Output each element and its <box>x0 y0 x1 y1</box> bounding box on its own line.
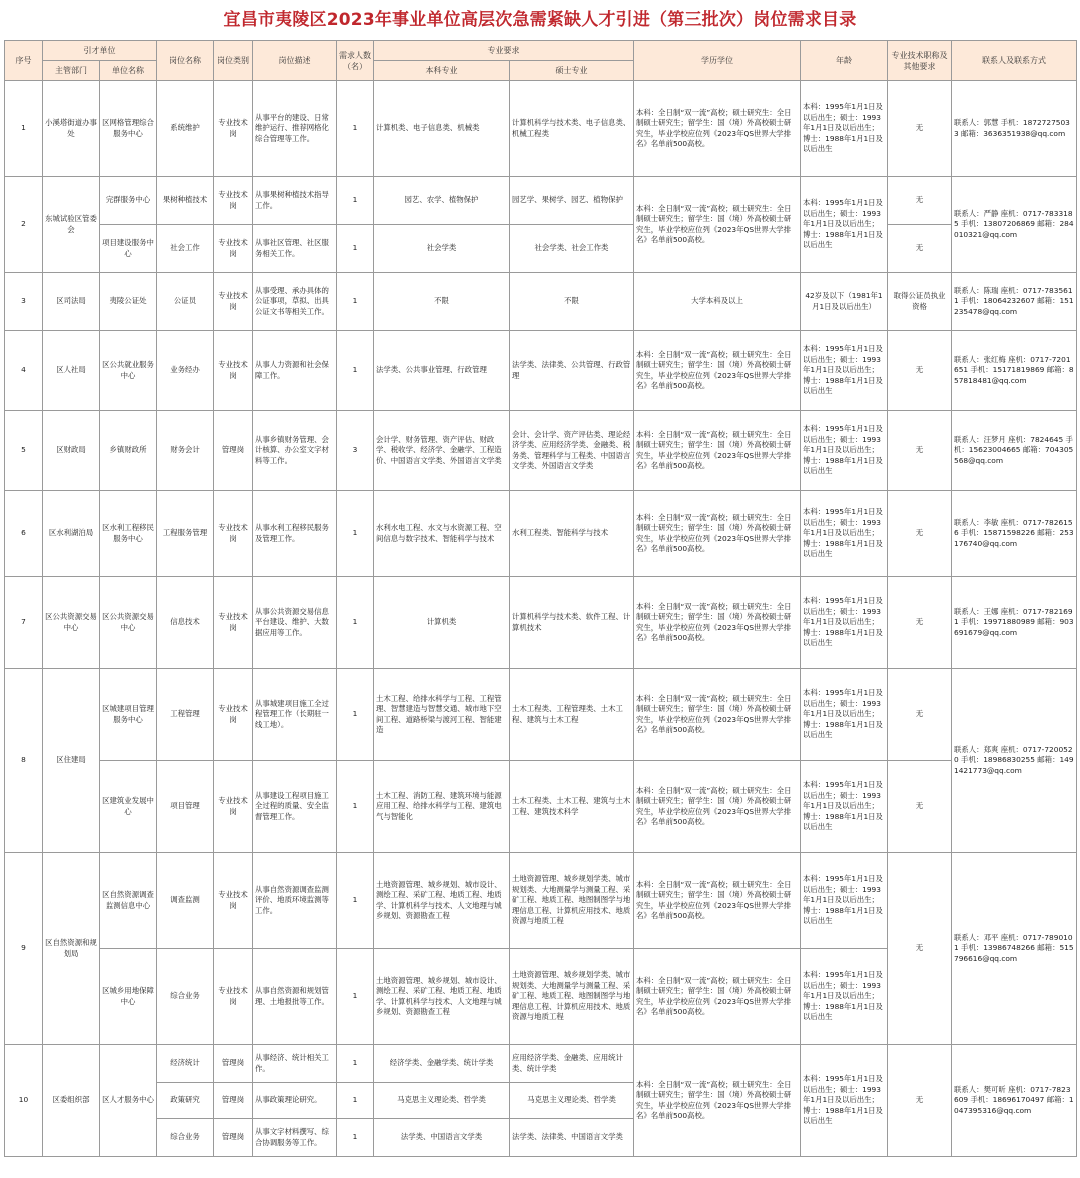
cell-post-type: 专业技术岗 <box>214 177 253 225</box>
cell-post: 业务经办 <box>157 331 214 411</box>
cell-seq: 4 <box>5 331 43 411</box>
cell-undergrad: 不限 <box>374 273 510 331</box>
cell-undergrad: 计算机类、电子信息类、机械类 <box>374 81 510 177</box>
cell-num: 1 <box>337 225 374 273</box>
header-title-req: 专业技术职称及其他要求 <box>888 41 952 81</box>
table-row <box>5 331 1077 411</box>
cell-master: 会计、会计学、资产评估类、理论经济学类、应用经济学类、金融类、税务类、管理科学与工程类、中国语言文学类、外国语言文学类 <box>510 411 634 491</box>
cell-dept: 区自然资源和规划局 <box>43 853 100 1045</box>
cell-desc: 从事人力资源和社会保障工作。 <box>253 331 337 411</box>
cell-dept: 区委组织部 <box>43 1045 100 1157</box>
cell-post-type: 专业技术岗 <box>214 949 253 1045</box>
cell-undergrad: 计算机类 <box>374 577 510 669</box>
cell-title-req: 取得公证员执业资格 <box>888 273 952 331</box>
cell-title-req: 无 <box>888 577 952 669</box>
cell-edu: 本科：全日制“双一流”高校；硕士研究生：全日制硕士研究生；留学生：国（境）外高校硕士研究生，毕业学校应位列《2023年QS世界大学排名》名单前500高校。 <box>634 411 801 491</box>
page-title: 宜昌市夷陵区2023年事业单位高层次急需紧缺人才引进（第三批次）岗位需求目录 <box>223 10 857 30</box>
cell-desc: 从事受理、承办具体的公证事项，草拟、出具公证文书等相关工作。 <box>253 273 337 331</box>
cell-edu: 本科：全日制“双一流”高校；硕士研究生：全日制硕士研究生；留学生：国（境）外高校硕士研究生，毕业学校应位列《2023年QS世界大学排名》名单前500高校。 <box>634 331 801 411</box>
cell-master: 法学类、法律类、公共管理、行政管理 <box>510 331 634 411</box>
cell-seq: 8 <box>5 669 43 853</box>
cell-age: 本科：1995年1月1日及以后出生；硕士：1993年1月1日及以后出生；博士：1988年1月1日及以后出生 <box>801 331 888 411</box>
table-row <box>5 491 1077 577</box>
cell-master: 土木工程类、工程管理类、土木工程、建筑与土木工程 <box>510 669 634 761</box>
cell-post-type: 专业技术岗 <box>214 331 253 411</box>
cell-desc: 从事公共资源交易信息平台建设、维护、大数据应用等工作。 <box>253 577 337 669</box>
cell-master: 土地资源管理、城乡规划学类、城市规划类、大地测量学与测量工程、采矿工程、地质工程、地图制图学与地理信息工程、计算机应用技术、地质资源与地质工程 <box>510 853 634 949</box>
cell-contact: 联系人：李敏 座机：0717-7826156 手机：15871598226 邮箱：253176740@qq.com <box>952 491 1077 577</box>
cell-post-type: 管理岗 <box>214 411 253 491</box>
cell-num: 1 <box>337 853 374 949</box>
cell-title-req: 无 <box>888 1045 952 1157</box>
cell-post-type: 管理岗 <box>214 1083 253 1119</box>
table-row <box>5 853 1077 949</box>
cell-dept: 区公共资源交易中心 <box>43 577 100 669</box>
cell-title-req: 无 <box>888 669 952 761</box>
cell-num: 1 <box>337 1119 374 1157</box>
cell-seq: 9 <box>5 853 43 1045</box>
cell-post: 综合业务 <box>157 1119 214 1157</box>
cell-post-type: 专业技术岗 <box>214 81 253 177</box>
header-major-group: 专业要求 <box>374 41 634 61</box>
cell-master: 水利工程类、智能科学与技术 <box>510 491 634 577</box>
table-wrapper <box>4 40 1076 1174</box>
cell-contact: 联系人：张红梅 座机：0717-7201651 手机：15171819869 邮箱：857818481@qq.com <box>952 331 1077 411</box>
cell-title-req: 无 <box>888 177 952 225</box>
cell-num: 1 <box>337 577 374 669</box>
cell-age: 本科：1995年1月1日及以后出生；硕士：1993年1月1日及以后出生；博士：1988年1月1日及以后出生 <box>801 761 888 853</box>
cell-post: 工程管理 <box>157 669 214 761</box>
header-master: 硕士专业 <box>510 61 634 81</box>
cell-desc: 从事果树种植技术指导工作。 <box>253 177 337 225</box>
cell-unit: 乡镇财政所 <box>100 411 157 491</box>
cell-undergrad: 经济学类、金融学类、统计学类 <box>374 1045 510 1083</box>
table-row <box>5 761 1077 853</box>
cell-contact: 联系人：郑爽 座机：0717-7200520 手机：18986830255 邮箱：1491421773@qq.com <box>952 669 1077 853</box>
cell-num: 1 <box>337 1045 374 1083</box>
cell-unit: 区城建项目管理服务中心 <box>100 669 157 761</box>
cell-unit: 区城乡用地保障中心 <box>100 949 157 1045</box>
position-table <box>4 40 1077 1157</box>
cell-seq: 3 <box>5 273 43 331</box>
cell-unit: 完群服务中心 <box>100 177 157 225</box>
cell-dept: 区司法局 <box>43 273 100 331</box>
table-row <box>5 225 1077 273</box>
table-row <box>5 81 1077 177</box>
cell-undergrad: 园艺、农学、植物保护 <box>374 177 510 225</box>
cell-post-type: 专业技术岗 <box>214 577 253 669</box>
cell-edu: 本科：全日制“双一流”高校；硕士研究生：全日制硕士研究生；留学生：国（境）外高校硕士研究生，毕业学校应位列《2023年QS世界大学排名》名单前500高校。 <box>634 577 801 669</box>
header-age: 年龄 <box>801 41 888 81</box>
cell-title-req: 无 <box>888 331 952 411</box>
cell-age: 本科：1995年1月1日及以后出生；硕士：1993年1月1日及以后出生；博士：1988年1月1日及以后出生 <box>801 669 888 761</box>
cell-post-type: 专业技术岗 <box>214 273 253 331</box>
cell-contact: 联系人：陈瑞 座机：0717-7835611 手机：18064232607 邮箱：151235478@qq.com <box>952 273 1077 331</box>
header-unit-group: 引才单位 <box>43 41 157 61</box>
cell-master: 计算机科学与技术类、软件工程、计算机技术 <box>510 577 634 669</box>
cell-master: 不限 <box>510 273 634 331</box>
cell-master: 土木工程类、土木工程、建筑与土木工程、建筑技术科学 <box>510 761 634 853</box>
cell-post: 果树种植技术 <box>157 177 214 225</box>
cell-age: 本科：1995年1月1日及以后出生；硕士：1993年1月1日及以后出生；博士：1988年1月1日及以后出生 <box>801 177 888 273</box>
cell-master: 计算机科学与技术类、电子信息类、机械工程类 <box>510 81 634 177</box>
cell-post: 工程服务管理 <box>157 491 214 577</box>
cell-num: 1 <box>337 331 374 411</box>
cell-post-type: 专业技术岗 <box>214 853 253 949</box>
cell-post: 信息技术 <box>157 577 214 669</box>
cell-unit: 项目建设服务中心 <box>100 225 157 273</box>
cell-unit: 夷陵公证处 <box>100 273 157 331</box>
cell-contact: 联系人：邓平 座机：0717-7890101 手机：13986748266 邮箱：515796616@qq.com <box>952 853 1077 1045</box>
cell-dept: 区人社局 <box>43 331 100 411</box>
cell-desc: 从事文字材料撰写、综合协调服务等工作。 <box>253 1119 337 1157</box>
cell-age: 本科：1995年1月1日及以后出生；硕士：1993年1月1日及以后出生；博士：1988年1月1日及以后出生 <box>801 949 888 1045</box>
cell-master: 法学类、法律类、中国语言文学类 <box>510 1119 634 1157</box>
cell-post-type: 专业技术岗 <box>214 225 253 273</box>
header-undergrad: 本科专业 <box>374 61 510 81</box>
cell-post: 经济统计 <box>157 1045 214 1083</box>
table-row <box>5 669 1077 761</box>
cell-contact: 联系人：郭慧 手机：18727275033 邮箱：363635193​8@qq.com <box>952 81 1077 177</box>
cell-post-type: 专业技术岗 <box>214 669 253 761</box>
cell-post: 财务会计 <box>157 411 214 491</box>
cell-num: 1 <box>337 949 374 1045</box>
cell-post: 社会工作 <box>157 225 214 273</box>
cell-unit: 区人才服务中心 <box>100 1045 157 1157</box>
cell-post: 综合业务 <box>157 949 214 1045</box>
table-row <box>5 1045 1077 1083</box>
header-post: 岗位名称 <box>157 41 214 81</box>
cell-post-type: 专业技术岗 <box>214 491 253 577</box>
table-row <box>5 177 1077 225</box>
cell-post-type: 专业技术岗 <box>214 761 253 853</box>
cell-unit: 区公共就业服务中心 <box>100 331 157 411</box>
cell-desc: 从事经济、统计相关工作。 <box>253 1045 337 1083</box>
table-row <box>5 273 1077 331</box>
cell-edu: 本科：全日制“双一流”高校；硕士研究生：全日制硕士研究生；留学生：国（境）外高校硕士研究生，毕业学校应位列《2023年QS世界大学排名》名单前500高校。 <box>634 949 801 1045</box>
cell-age: 本科：1995年1月1日及以后出生；硕士：1993年1月1日及以后出生；博士：1988年1月1日及以后出生 <box>801 81 888 177</box>
cell-contact: 联系人：樊可昕 座机：0717-7823609 手机：18696170497 邮箱：1047395316@qq.com <box>952 1045 1077 1157</box>
cell-age: 42岁及以下（1981年1月1日及以后出生） <box>801 273 888 331</box>
cell-desc: 从事自然资源调查监测评价、地质环境监测等工作。 <box>253 853 337 949</box>
cell-num: 1 <box>337 1083 374 1119</box>
cell-seq: 6 <box>5 491 43 577</box>
cell-title-req: 无 <box>888 761 952 853</box>
cell-title-req: 无 <box>888 853 952 1045</box>
cell-post: 政策研究 <box>157 1083 214 1119</box>
cell-undergrad: 土木工程、消防工程、建筑环境与能源应用工程、给排水科学与工程、建筑电气与智能化 <box>374 761 510 853</box>
cell-undergrad: 法学类、中国语言文学类 <box>374 1119 510 1157</box>
cell-seq: 1 <box>5 81 43 177</box>
cell-title-req: 无 <box>888 81 952 177</box>
cell-master: 园艺学、果树学、园艺、植物保护 <box>510 177 634 225</box>
cell-unit: 区建筑业发展中心 <box>100 761 157 853</box>
cell-age: 本科：1995年1月1日及以后出生；硕士：1993年1月1日及以后出生；博士：1988年1月1日及以后出生 <box>801 411 888 491</box>
cell-num: 1 <box>337 761 374 853</box>
cell-seq: 5 <box>5 411 43 491</box>
cell-undergrad: 法学类、公共事业管理、行政管理 <box>374 331 510 411</box>
cell-num: 1 <box>337 491 374 577</box>
header-contact: 联系人及联系方式 <box>952 41 1077 81</box>
table-row <box>5 411 1077 491</box>
cell-dept: 区水利湖泊局 <box>43 491 100 577</box>
cell-desc: 从事平台的建设、日常维护运行、推荐网格化综合管理等工作。 <box>253 81 337 177</box>
cell-desc: 从事建设工程项目施工全过程的质量、安全监督管理工作。 <box>253 761 337 853</box>
cell-undergrad: 马克思主义理论类、哲学类 <box>374 1083 510 1119</box>
cell-undergrad: 土地资源管理、城乡规划、城市设计、测绘工程、采矿工程、地质工程、地质学、计算机科学与技术、人文地理与城乡规划、资源勘查工程 <box>374 853 510 949</box>
header-seq: 序号 <box>5 41 43 81</box>
cell-unit: 区公共资源交易中心 <box>100 577 157 669</box>
cell-desc: 从事城建项目施工全过程管理工作（长期驻一线工地）。 <box>253 669 337 761</box>
cell-contact: 联系人：严静 座机：0717-7833185 手机：13807206869 邮箱：284010321@qq.com <box>952 177 1077 273</box>
header-edu: 学历学位 <box>634 41 801 81</box>
cell-dept: 区住建局 <box>43 669 100 853</box>
cell-edu: 本科：全日制“双一流”高校；硕士研究生：全日制硕士研究生；留学生：国（境）外高校硕士研究生，毕业学校应位列《2023年QS世界大学排名》名单前500高校。 <box>634 853 801 949</box>
cell-title-req: 无 <box>888 491 952 577</box>
cell-post: 系统维护 <box>157 81 214 177</box>
cell-desc: 从事乡镇财务管理、会计核算、办公室文字材料等工作。 <box>253 411 337 491</box>
cell-edu: 大学本科及以上 <box>634 273 801 331</box>
cell-unit: 区网格管理综合服务中心 <box>100 81 157 177</box>
cell-dept: 小溪塔街道办事处 <box>43 81 100 177</box>
cell-title-req: 无 <box>888 225 952 273</box>
cell-undergrad: 社会学类 <box>374 225 510 273</box>
cell-desc: 从事政策理论研究。 <box>253 1083 337 1119</box>
cell-num: 1 <box>337 81 374 177</box>
cell-post-type: 管理岗 <box>214 1119 253 1157</box>
cell-seq: 2 <box>5 177 43 273</box>
cell-undergrad: 土地资源管理、城乡规划、城市设计、测绘工程、采矿工程、地质工程、地质学、计算机科学与技术、人文地理与城乡规划、资源勘查工程 <box>374 949 510 1045</box>
cell-seq: 10 <box>5 1045 43 1157</box>
cell-title-req: 无 <box>888 411 952 491</box>
header-post-type: 岗位类别 <box>214 41 253 81</box>
cell-contact: 联系人：汪梦月 座机：7824645 手机：15623004665 邮箱：704305568@qq.com <box>952 411 1077 491</box>
cell-age: 本科：1995年1月1日及以后出生；硕士：1993年1月1日及以后出生；博士：1988年1月1日及以后出生 <box>801 577 888 669</box>
cell-seq: 7 <box>5 577 43 669</box>
cell-master: 马克思主义理论类、哲学类 <box>510 1083 634 1119</box>
cell-undergrad: 土木工程、给排水科学与工程、工程管理、智慧建造与智慧交通、城市地下空间工程、道路桥梁与渡河工程、智能建造 <box>374 669 510 761</box>
header-dept: 主管部门 <box>43 61 100 81</box>
header-unit: 单位名称 <box>100 61 157 81</box>
cell-undergrad: 会计学、财务管理、资产评估、财政学、税收学、经济学、金融学、工程造价、中国语言文学类、外国语言文学类 <box>374 411 510 491</box>
cell-post: 项目管理 <box>157 761 214 853</box>
cell-num: 3 <box>337 411 374 491</box>
cell-master: 社会学类、社会工作类 <box>510 225 634 273</box>
table-row <box>5 577 1077 669</box>
cell-desc: 从事社区管理、社区服务相关工作。 <box>253 225 337 273</box>
cell-undergrad: 水利水电工程、水文与水资源工程、空间信息与数字技术、智能科学与技术 <box>374 491 510 577</box>
header-num: 需求人数（名） <box>337 41 374 81</box>
cell-post: 调查监测 <box>157 853 214 949</box>
cell-master: 应用经济学类、金融类、应用统计类、统计学类 <box>510 1045 634 1083</box>
cell-age: 本科：1995年1月1日及以后出生；硕士：1993年1月1日及以后出生；博士：1988年1月1日及以后出生 <box>801 491 888 577</box>
cell-num: 1 <box>337 177 374 225</box>
cell-post: 公证员 <box>157 273 214 331</box>
cell-dept: 东城试验区管委会 <box>43 177 100 273</box>
cell-edu: 本科：全日制“双一流”高校；硕士研究生：全日制硕士研究生；留学生：国（境）外高校硕士研究生，毕业学校应位列《2023年QS世界大学排名》名单前500高校。 <box>634 761 801 853</box>
cell-age: 本科：1995年1月1日及以后出生；硕士：1993年1月1日及以后出生；博士：1988年1月1日及以后出生 <box>801 1045 888 1157</box>
cell-edu: 本科：全日制“双一流”高校；硕士研究生：全日制硕士研究生；留学生：国（境）外高校硕士研究生，毕业学校应位列《2023年QS世界大学排名》名单前500高校。 <box>634 669 801 761</box>
cell-dept: 区财政局 <box>43 411 100 491</box>
cell-age: 本科：1995年1月1日及以后出生；硕士：1993年1月1日及以后出生；博士：1988年1月1日及以后出生 <box>801 853 888 949</box>
cell-num: 1 <box>337 273 374 331</box>
cell-desc: 从事水利工程移民服务及管理工作。 <box>253 491 337 577</box>
cell-edu: 本科：全日制“双一流”高校；硕士研究生：全日制硕士研究生；留学生：国（境）外高校硕士研究生，毕业学校应位列《2023年QS世界大学排名》名单前500高校。 <box>634 81 801 177</box>
cell-edu: 本科：全日制“双一流”高校；硕士研究生：全日制硕士研究生；留学生：国（境）外高校硕士研究生，毕业学校应位列《2023年QS世界大学排名》名单前500高校。 <box>634 177 801 273</box>
header-desc: 岗位描述 <box>253 41 337 81</box>
cell-contact: 联系人：王娜 座机：0717-7821691 手机：19971880989 邮箱：903691679@qq.com <box>952 577 1077 669</box>
cell-num: 1 <box>337 669 374 761</box>
cell-edu: 本科：全日制“双一流”高校；硕士研究生：全日制硕士研究生；留学生：国（境）外高校硕士研究生，毕业学校应位列《2023年QS世界大学排名》名单前500高校。 <box>634 1045 801 1157</box>
cell-post-type: 管理岗 <box>214 1045 253 1083</box>
cell-unit: 区自然资源调查监测信息中心 <box>100 853 157 949</box>
cell-desc: 从事自然资源和规划管理、土地报批等工作。 <box>253 949 337 1045</box>
cell-unit: 区水利工程移民服务中心 <box>100 491 157 577</box>
cell-edu: 本科：全日制“双一流”高校；硕士研究生：全日制硕士研究生；留学生：国（境）外高校硕士研究生，毕业学校应位列《2023年QS世界大学排名》名单前500高校。 <box>634 491 801 577</box>
cell-master: 土地资源管理、城乡规划学类、城市规划类、大地测量学与测量工程、采矿工程、地质工程、地图制图学与地理信息工程、计算机应用技术、地质资源与地质工程 <box>510 949 634 1045</box>
